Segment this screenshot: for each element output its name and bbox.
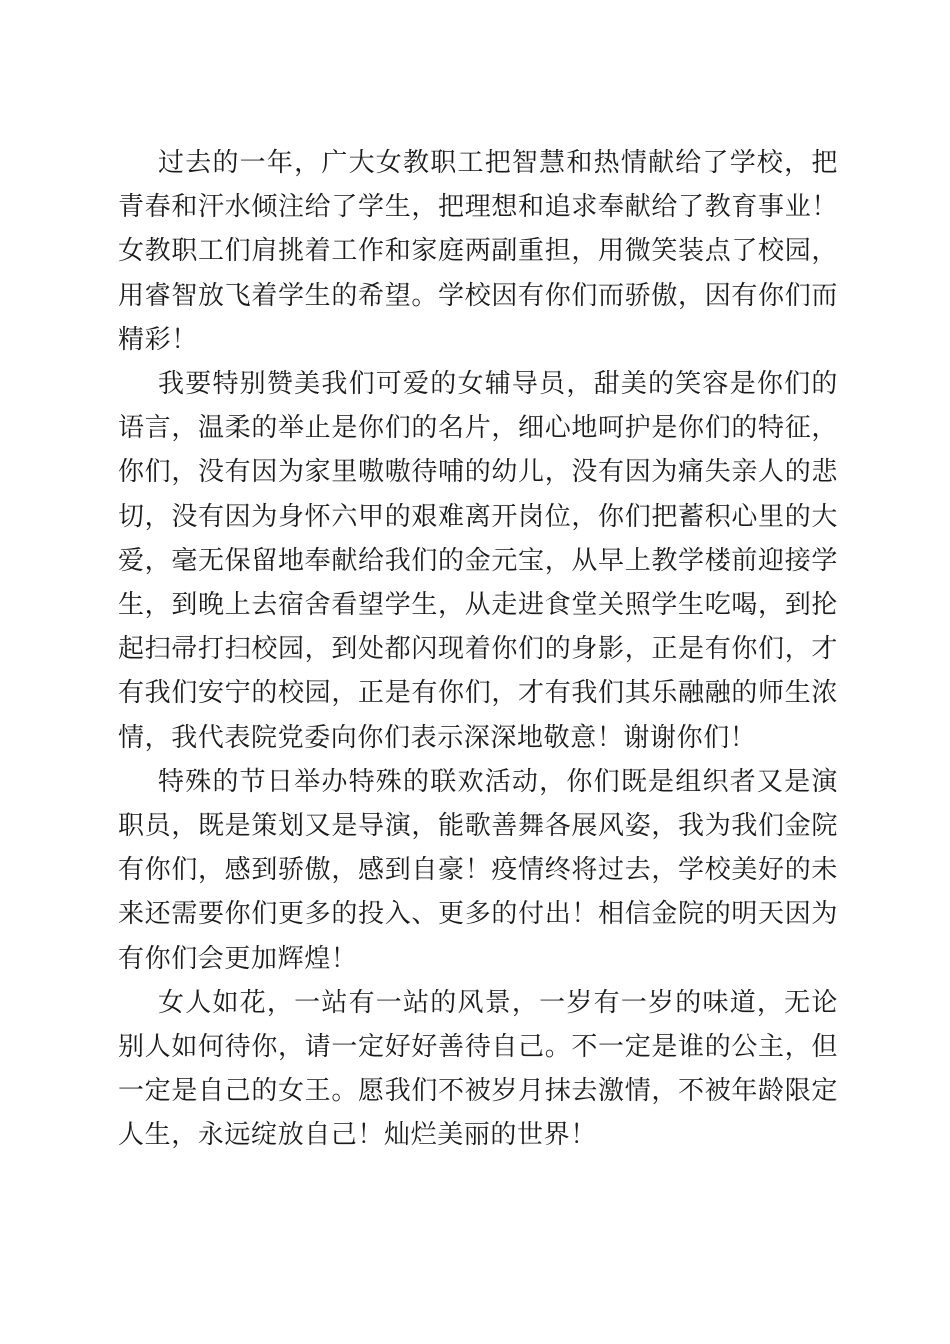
document-body	[118, 141, 838, 1158]
paragraph-3: 特殊的节日举办特殊的联欢活动，你们既是组织者又是演职员，既是策划又是导演，能歌善舞各展风姿，我为我们金院有你们，感到骄傲，感到自豪！疫情终将过去，学校美好的未来还需要你们更多的投入、更多的付出！相信金院的明天因为有你们会更加辉煌！	[118, 766, 838, 974]
paragraph-4: 女人如花，一站有一站的风景，一岁有一岁的味道，无论别人如何待你，请一定好好善待自己。不一定是谁的公主，但一定是自己的女王。愿我们不被岁月抹去激情，不被年龄限定人生，永远绽放自己！灿烂美丽的世界！	[118, 987, 838, 1151]
paragraph-2: 我要特别赞美我们可爱的女辅导员，甜美的笑容是你们的语言，温柔的举止是你们的名片，细心地呵护是你们的特征，你们，没有因为家里嗷嗷待哺的幼儿，没有因为痛失亲人的悲切，没有因为身怀六甲的艰难离开岗位，你们把蓄积心里的大爱，毫无保留地奉献给我们的金元宝，从早上教学楼前迎接学生，到晚上去宿舍看望学生，从走进食堂关照学生吃喝，到抡起扫帚打扫校园，到处都闪现着你们的身影，正是有你们，才有我们安宁的校园，正是有你们，才有我们其乐融融的师生浓情，我代表院党委向你们表示深深地敬意！谢谢你们！	[118, 369, 838, 753]
paragraph-1: 过去的一年，广大女教职工把智慧和热情献给了学校，把青春和汗水倾注给了学生，把理想和追求奉献给了教育事业！女教职工们肩挑着工作和家庭两副重担，用微笑装点了校园，用睿智放飞着学生的希望。学校因有你们而骄傲，因有你们而精彩！	[118, 148, 838, 355]
